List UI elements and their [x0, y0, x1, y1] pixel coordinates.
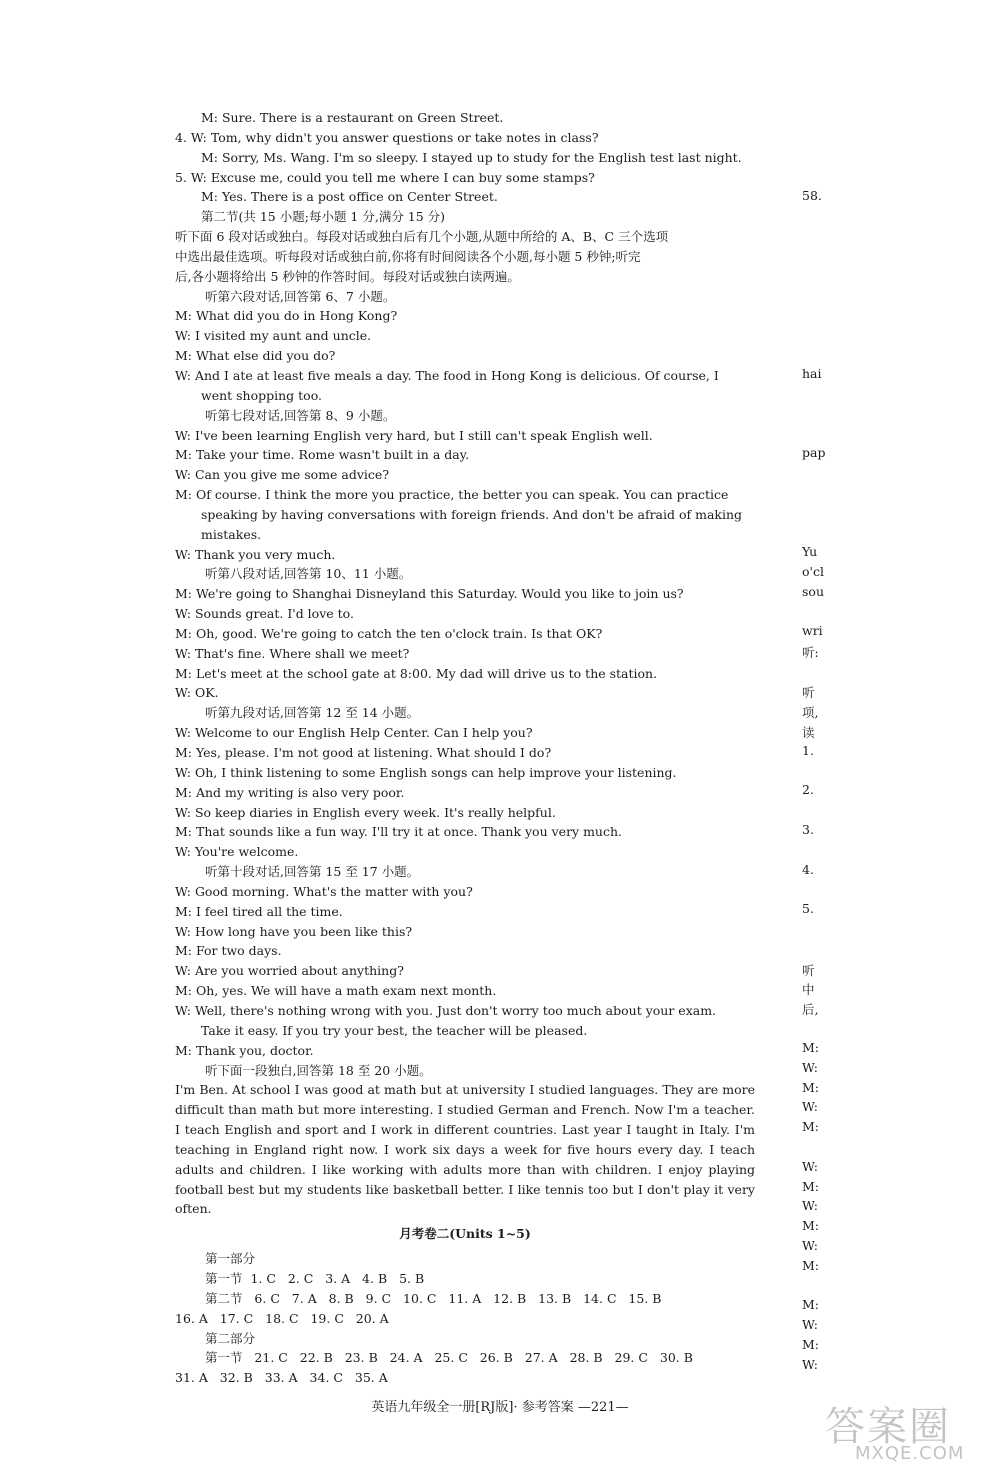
right-column-fragment: 听:	[802, 645, 819, 660]
monologue-paragraph: I'm Ben. At school I was good at math but at university I studied languages. They are more difficult than math but more interesting. I studied German and French. Now I'm a teacher. I teach English and sport and I work in different countries. Last year I taught in Italy. I'm teaching in England right now. I work six days a week for five hours every day. I teach adults and children. I like working with adults more than with children. I enjoy playing football best but my students like basketball better. I like tennis too but I don't play it very often.	[175, 1082, 755, 1217]
section-title: 月考卷二(Units 1~5)	[399, 1226, 531, 1242]
dialogue-heading: 听第六段对话,回答第 6、7 小题。	[205, 288, 396, 304]
answers-part-heading: 第二部分	[205, 1330, 256, 1346]
dialogue-line: W: So keep diaries in English every week. It's really helpful.	[175, 804, 556, 820]
answers-line: 第一节 21. C 22. B 23. B 24. A 25. C 26. B 27. A 28. B 29. C 30. B	[205, 1350, 693, 1366]
watermark-logo-text: 答案圈	[825, 1404, 951, 1450]
dialogue-line: M: Oh, good. We're going to catch the ten o'clock train. Is that OK?	[175, 625, 603, 641]
dialogue-line: went shopping too.	[201, 387, 322, 403]
dialogue-line: W: I've been learning English very hard, but I still can't speak English well.	[175, 427, 653, 443]
right-column-fragment: M:	[802, 1040, 820, 1055]
right-column-fragment: W:	[802, 1159, 818, 1174]
right-column-fragment: M:	[802, 1337, 820, 1352]
right-column-fragment: 读	[802, 725, 815, 740]
dialogue-line: W: Well, there's nothing wrong with you. Just don't worry too much about your exam.	[175, 1002, 717, 1018]
page-footer: 英语九年级全一册[RJ版]· 参考答案 —221—	[371, 1400, 629, 1415]
dialogue-heading: 听下面一段独白,回答第 18 至 20 小题。	[205, 1062, 432, 1078]
text-line: 5. W: Excuse me, could you tell me where I can buy some stamps?	[175, 169, 595, 185]
section-heading: 第二节(共 15 小题;每小题 1 分,满分 15 分)	[201, 209, 446, 225]
dialogue-line: mistakes.	[201, 526, 262, 542]
right-column-fragment: W:	[802, 1198, 818, 1213]
text-line: M: Sorry, Ms. Wang. I'm so sleepy. I stayed up to study for the English test last night.	[201, 149, 742, 165]
cropped-right-column	[802, 0, 1000, 1471]
right-column-fragment: 中	[802, 982, 815, 997]
text-line: 4. W: Tom, why didn't you answer questions or take notes in class?	[175, 129, 599, 145]
watermark-logo	[815, 1395, 995, 1465]
right-column-fragment: 5.	[802, 901, 814, 916]
right-column-fragment: pap	[802, 445, 826, 460]
instruction-line: 听下面 6 段对话或独白。每段对话或独白后有几个小题,从题中所给的 A、B、C 三个选项	[175, 229, 669, 245]
dialogue-line: W: That's fine. Where shall we meet?	[175, 645, 410, 661]
right-column-fragment: 4.	[802, 862, 814, 877]
right-column-fragment: M:	[802, 1119, 820, 1134]
dialogue-line: W: How long have you been like this?	[175, 923, 413, 939]
right-column-fragment: sou	[802, 584, 824, 599]
instruction-line: 中选出最佳选项。听每段对话或独白前,你将有时间阅读各个小题,每小题 5 秒钟;听完	[175, 248, 641, 264]
right-column-fragment: 听	[802, 963, 815, 978]
dialogue-line: Take it easy. If you try your best, the teacher will be pleased.	[201, 1022, 588, 1038]
dialogue-line: W: Oh, I think listening to some English songs can help improve your listening.	[175, 764, 677, 780]
dialogue-line: W: Can you give me some advice?	[175, 467, 390, 483]
dialogue-line: M: I feel tired all the time.	[175, 903, 343, 919]
right-column-fragment: M:	[802, 1080, 820, 1095]
dialogue-line: M: What else did you do?	[175, 348, 336, 364]
dialogue-line: W: I visited my aunt and uncle.	[175, 328, 372, 344]
dialogue-line: M: Take your time. Rome wasn't built in a day.	[175, 447, 470, 463]
dialogue-line: speaking by having conversations with foreign friends. And don't be afraid of making	[201, 506, 743, 522]
right-column-fragment: 2.	[802, 782, 814, 797]
text-line: M: Sure. There is a restaurant on Green Street.	[201, 110, 504, 125]
right-column-fragment: W:	[802, 1238, 818, 1253]
right-column-fragment: 1.	[802, 743, 814, 758]
dialogue-line: W: And I ate at least five meals a day. The food in Hong Kong is delicious. Of course, I	[175, 367, 719, 383]
dialogue-line: M: That sounds like a fun way. I'll try it at once. Thank you very much.	[175, 824, 623, 840]
dialogue-line: M: We're going to Shanghai Disneyland this Saturday. Would you like to join us?	[175, 586, 684, 602]
dialogue-line: M: Oh, yes. We will have a math exam next month.	[175, 983, 497, 999]
right-column-fragment: o'cl	[802, 564, 824, 579]
right-column-fragment: W:	[802, 1060, 818, 1075]
dialogue-line: W: You're welcome.	[175, 844, 299, 860]
right-column-fragment: 58.	[802, 188, 822, 203]
watermark-url: MXQE.COM	[855, 1443, 965, 1464]
answer-key-main-column	[175, 108, 755, 1388]
right-column-fragment: W:	[802, 1317, 818, 1332]
dialogue-line: M: Thank you, doctor.	[175, 1042, 314, 1058]
dialogue-heading: 听第八段对话,回答第 10、11 小题。	[205, 566, 412, 582]
dialogue-line: W: Good morning. What's the matter with you?	[175, 883, 473, 899]
dialogue-line: M: What did you do in Hong Kong?	[175, 308, 398, 324]
right-column-fragment: W:	[802, 1357, 818, 1372]
answers-line: 16. A 17. C 18. C 19. C 20. A	[175, 1310, 389, 1326]
dialogue-line: W: OK.	[175, 685, 219, 701]
text-line: M: Yes. There is a post office on Center Street.	[201, 189, 498, 205]
dialogue-line: W: Thank you very much.	[175, 546, 336, 562]
right-column-fragment: 3.	[802, 822, 814, 837]
dialogue-line: M: Let's meet at the school gate at 8:00. My dad will drive us to the station.	[175, 665, 658, 681]
dialogue-heading: 听第七段对话,回答第 8、9 小题。	[205, 407, 396, 423]
answers-part-heading: 第一部分	[205, 1251, 256, 1267]
dialogue-line: M: For two days.	[175, 943, 282, 959]
right-column-fragment: M:	[802, 1179, 820, 1194]
dialogue-line: M: Of course. I think the more you practice, the better you can speak. You can practice	[175, 487, 729, 503]
right-column-fragment: Yu	[802, 544, 818, 559]
right-column-fragment: M:	[802, 1258, 820, 1273]
dialogue-heading: 听第十段对话,回答第 15 至 17 小题。	[205, 864, 420, 880]
dialogue-heading: 听第九段对话,回答第 12 至 14 小题。	[205, 705, 420, 721]
dialogue-line: W: Sounds great. I'd love to.	[175, 606, 354, 622]
right-column-fragment: W:	[802, 1099, 818, 1114]
answers-line: 第一节 1. C 2. C 3. A 4. B 5. B	[205, 1271, 425, 1287]
right-column-fragment: 项,	[802, 705, 819, 720]
right-column-fragment: M:	[802, 1218, 820, 1233]
right-column-fragment: 后,	[802, 1002, 819, 1017]
dialogue-line: M: And my writing is also very poor.	[175, 784, 405, 800]
instruction-line: 后,各小题将给出 5 秒钟的作答时间。每段对话或独白读两遍。	[175, 268, 520, 284]
right-column-fragment: hai	[802, 366, 822, 381]
right-column-fragment: 听	[802, 685, 815, 700]
answers-line: 第二节 6. C 7. A 8. B 9. C 10. C 11. A 12. B 13. B 14. C 15. B	[205, 1290, 662, 1306]
right-column-fragment: wri	[802, 623, 823, 638]
dialogue-line: W: Are you worried about anything?	[175, 963, 404, 979]
right-column-fragment: M:	[802, 1297, 820, 1312]
dialogue-line: M: Yes, please. I'm not good at listening. What should I do?	[175, 745, 552, 760]
answers-line: 31. A 32. B 33. A 34. C 35. A	[175, 1370, 388, 1386]
dialogue-line: W: Welcome to our English Help Center. Can I help you?	[175, 725, 533, 741]
